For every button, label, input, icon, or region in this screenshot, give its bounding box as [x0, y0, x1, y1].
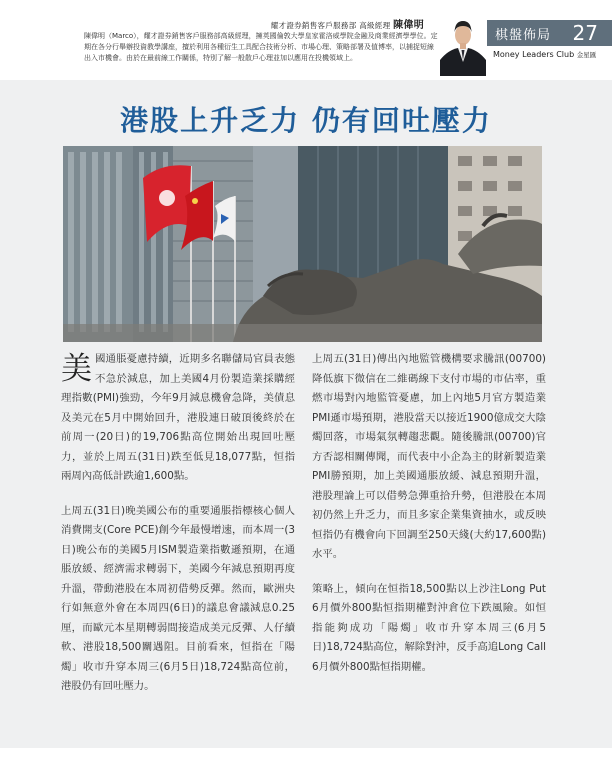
author-bio: 陳偉明（Marco），耀才證券銷售客戶服務部高級經理，擁英國倫敦大學皇家霍洛威學院金融及商業經濟學學位。定期在各分行舉辦投資教學講座，擅於利用各種衍生工具配合技術分析、市場心理、策略部署及值博率，以捕捉短線出入市機會。由於在最前線工作關係，特別了解一般散戶心理並加以應用在投機領域上。 [84, 32, 438, 62]
page-number: 27 [572, 21, 598, 45]
article-paragraph: 上周五(31日)晚美國公布的重要通脹指標核心個人消費開支(Core PCE)創今年最慢增速，而本周一(3日)晚公布的美國5月ISM製造業指數遜預期，在通脹放緩、經濟需求轉弱下，美國今年減息預期再度升溫，帶動港股在本周初借勢反彈。然而，歐洲央行如無意外會在本周四(6日)的議息會議減息0.25厘，而歐元本星期轉弱間接造成美元反彈、人仔續軟、港股18,500關遇阻。目前看來，恒指在「陽燭」收市升穿本周三(6月5日)18,724點高位前，港股仍有回吐壓力。 [61, 504, 295, 692]
author-line [0, 16, 424, 31]
page-header [0, 0, 612, 80]
article-paragraph: 策略上，傾向在恒指18,500點以上沙注Long Put 6月價外800點恒指期權對沖倉位下跌風險。如恒指能夠成功「陽燭」收市升穿本周三(6月5日)18,724點高位，解除對沖，反手高追Long Call 6月價外800點恒指期權。 [312, 582, 546, 673]
article-headline: 港股上升乏力 仍有回吐壓力 [120, 104, 492, 137]
club-name-en: Money Leaders Club [493, 50, 575, 59]
column-tab [487, 20, 612, 46]
column-name: 棋盤佈局 [495, 28, 552, 43]
author-name: 陳偉明 [393, 20, 424, 31]
author-portrait [440, 10, 486, 76]
article-photo [63, 146, 542, 342]
article-column-right [312, 350, 546, 692]
club-name-zh: 金星匯 [576, 51, 597, 59]
dropcap: 美 [61, 351, 92, 387]
club-name [493, 50, 596, 59]
author-title: 耀才證券銷售客戶服務部 高級經理 [270, 21, 391, 30]
article-column-left [61, 350, 295, 712]
article-paragraph [61, 350, 295, 487]
article-paragraph: 上周五(31日)傳出內地監管機構要求騰訊(00700)降低旗下微信在二維碼線下支付市場的市佔率，重燃市場對內地監管憂慮，加上內地5月官方製造業PMI遜市場預期，港股當天以接近1900億成交大陰燭回落，市場氣氛轉趨悲觀。隨後騰訊(00700)官方否認相關傳聞，而代表中小企為主的財新製造業PMI勝預期，加上美國通脹放緩、減息預期升溫，港股理論上可以借勢急彈重拾升勢，但港股在本周初仍然上升乏力，而且多家企業集資抽水，或反映恒指仍有機會向下回調至250天綫(大約17,600點)水平。 [312, 353, 546, 560]
paragraph-text: 國通脹憂慮持續，近期多名聯儲局官員表態不急於減息，加上美國4月份製造業採購經理指數(PMI)強勁，今年9月減息機會急降，美債息及美元在5月中開始回升，港股連日破頂後終於在前周一(20日)的19,706點高位開始出現回吐壓力，並於上周五(31日)跌至低見18,077點，恒指兩周內高低計跌逾1,600點。 [61, 353, 295, 482]
